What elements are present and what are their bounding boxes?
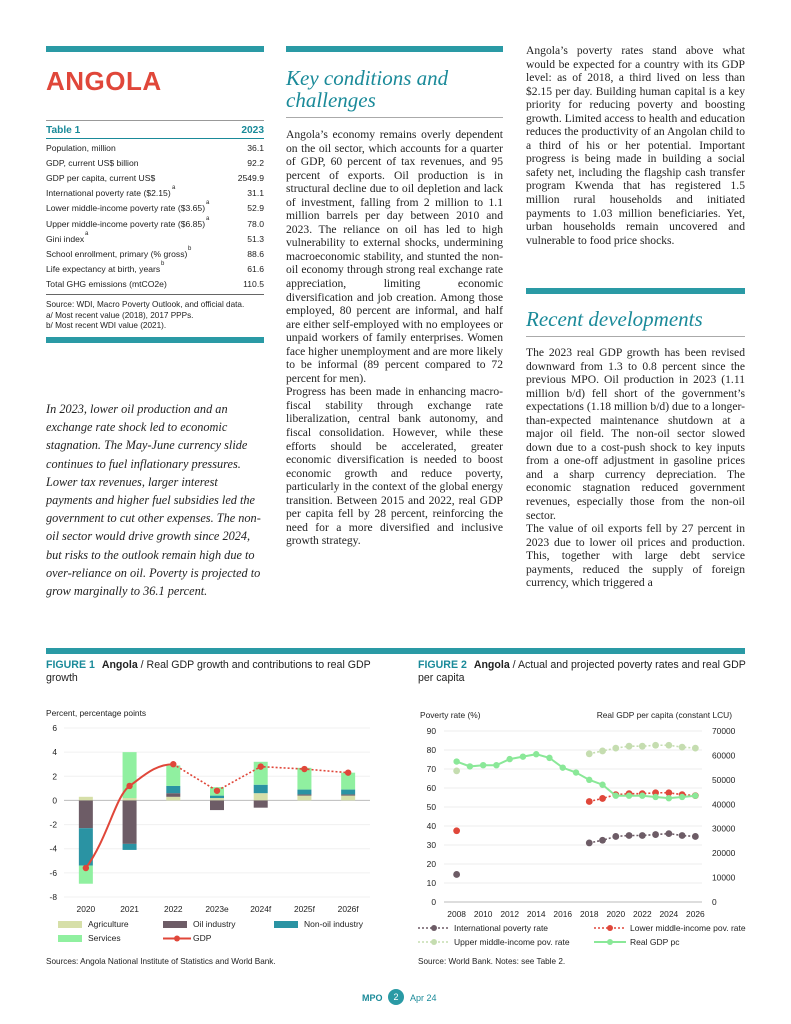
figure2-x-tick-label: 2010 <box>473 909 493 919</box>
figure1-y-tick-label: -4 <box>49 843 57 854</box>
figure2-y-tick-label: 40 <box>426 821 436 831</box>
figure1-x-tick-label: 2020 <box>76 904 96 914</box>
figure2-y2-tick-label: 70000 <box>712 726 736 736</box>
table1-row-value: 36.1 <box>247 143 264 153</box>
figure1-bar-oil-industry <box>79 800 93 828</box>
figure2-x-tick-label: 2024 <box>659 909 679 919</box>
top-rule-left <box>46 46 264 52</box>
section2-title-underline <box>526 336 745 337</box>
figure2-x-tick-label: 2018 <box>579 909 599 919</box>
figure2-legend-label: Real GDP pc <box>630 937 680 947</box>
section2-para1: The 2023 real GDP growth has been revised downward from 1.3 to 0.8 percent since the previous MPO. Oil production in 2023 (1.11 million b/d) fell short of the government’s expectations (1.18 million b/d) due to a longer-than-expected maintenance shutdown at a major oil field. The non-oil sector slowed down due to a cost-push shock to key inputs from a one-off adjustment in gasoline prices and a sharp currency depreciation. The economic stagnation reduced government revenues, especially those from the non-oil sector. <box>526 346 745 522</box>
figure2-caption-text: / Actual and projected poverty rates and real GDP per capita <box>418 659 746 684</box>
footer-page-number: 2 <box>388 989 404 1005</box>
figure1-y-tick-label: 2 <box>52 771 57 782</box>
table1-row-value: 78.0 <box>247 218 264 229</box>
table1-source: Source: WDI, Macro Poverty Outlook, and official data. <box>46 300 245 309</box>
figure1-bar-agriculture <box>210 798 224 800</box>
figure2-point-lower-middle-income-pov-rate <box>453 827 460 834</box>
figure1-legend-swatch <box>58 935 82 942</box>
figures-rule <box>46 648 745 654</box>
figure1-y-axis-label: Percent, percentage points <box>46 708 147 718</box>
table1-row-value: 52.9 <box>247 203 264 214</box>
table1-row-value: 2549.9 <box>237 173 264 184</box>
figure1-bar-oil-industry <box>297 794 311 795</box>
figure1-x-tick-label: 2025f <box>293 904 315 914</box>
figure2-point-upper-middle-income-pov-rate <box>679 744 686 751</box>
table1-row <box>46 185 264 200</box>
figure1-y-tick-label: 4 <box>52 747 57 758</box>
table1-year: 2023 <box>241 125 264 136</box>
table1-row-value: 61.6 <box>247 263 264 274</box>
table1-row-label: Life expectancy at birth, years <box>46 263 161 274</box>
table1-row-value: 31.1 <box>247 188 264 199</box>
figure2-caption <box>418 659 748 685</box>
figure2-y-tick-label: 90 <box>426 726 436 736</box>
figure2-y-tick-label: 80 <box>426 745 436 755</box>
figure1-bar-agriculture <box>254 793 268 800</box>
table1-row-label: GDP, current US$ billion <box>46 158 139 169</box>
table1-note-b: b/ Most recent WDI value (2021). <box>46 321 167 330</box>
table1-row <box>46 143 264 155</box>
figure1-bar-oil-industry <box>341 794 355 795</box>
figure1-gdp-point <box>83 865 89 871</box>
figure2-point-lower-middle-income-pov-rate <box>599 795 606 802</box>
figure2-point-international-poverty-rate <box>692 833 699 840</box>
figure1-legend-label: GDP <box>193 933 212 943</box>
figure2-y2-axis-label: Real GDP per capita (constant LCU) <box>596 710 732 720</box>
figure2-y-axis-label: Poverty rate (%) <box>420 710 481 720</box>
figure1-y-tick-label: 6 <box>52 723 57 733</box>
figure1-y-tick-label: -2 <box>49 819 57 830</box>
top-rule-mid <box>286 46 503 52</box>
divider <box>46 120 264 121</box>
figure1-country: Angola <box>101 659 138 671</box>
figure2-y2-tick-label: 60000 <box>712 750 736 761</box>
figure1-y-tick-label: -8 <box>49 892 57 902</box>
figure2-legend-label: Lower middle-income pov. rate <box>630 923 746 933</box>
section1-title-line2: challenges <box>286 88 376 112</box>
figure2-point-real-gdp-pc <box>533 751 539 757</box>
figure2-point-real-gdp-pc <box>679 794 685 800</box>
table1-bottom-rule <box>46 337 264 343</box>
table1-row-label: Population, million <box>46 143 116 153</box>
table1-row-label: School enrollment, primary (% gross) <box>46 248 188 259</box>
table1-row-value: 51.3 <box>247 233 264 244</box>
figure2-point-upper-middle-income-pov-rate <box>453 768 460 775</box>
section1-title <box>286 67 506 111</box>
figure1-chart <box>30 700 380 970</box>
figure2-y2-tick-label: 10000 <box>712 872 736 883</box>
figure2-y-tick-label: 60 <box>426 783 436 793</box>
country-title: ANGOLA <box>46 66 162 96</box>
figure2-point-upper-middle-income-pov-rate <box>586 750 593 757</box>
figure2-x-tick-label: 2008 <box>447 909 466 919</box>
figure1-legend-label: Oil industry <box>193 919 236 929</box>
table1-row-value: 92.2 <box>247 158 264 169</box>
table1-row-value: 110.5 <box>243 278 264 289</box>
figure1-gdp-point <box>214 788 220 794</box>
figure2-y-tick-label: 20 <box>426 859 436 869</box>
section1-para2: Progress has been made in enhancing macro-fiscal stability through exchange rate liberalization, central bank autonomy, and fiscal consolidation. However, while these efforts should be accelerated, greater economic diversification is needed to boost economic growth and reduce poverty, particularly in the context of the global energy transition. Between 2015 and 2022, real GDP per capita fell by 28 percent, reinforcing the need for a more diversified and inclusive growth strategy. <box>286 385 503 548</box>
table1-row-label: Gini index <box>46 233 85 244</box>
figure2-y2-tick-label: 20000 <box>712 848 736 859</box>
figure2-point-real-gdp-pc <box>599 782 605 788</box>
table1-bottom-line <box>46 294 264 295</box>
section1-title-line1: Key conditions and <box>286 66 449 90</box>
figure2-point-real-gdp-pc <box>613 793 619 799</box>
figure2-y2-tick-label: 0 <box>712 897 717 907</box>
figure2-x-tick-label: 2016 <box>553 909 573 919</box>
figure1-bar-non-oil-industry <box>341 790 355 795</box>
table1-row <box>46 230 264 246</box>
table1-note-a: a/ Most recent value (2018), 2017 PPPs. <box>46 310 194 320</box>
figure2-x-tick-label: 2020 <box>606 909 626 919</box>
section1-title-underline <box>286 117 503 118</box>
figure1-legend-swatch <box>58 921 82 928</box>
figure2-legend-marker <box>431 925 437 931</box>
figure1-x-tick-label: 2022 <box>163 904 183 914</box>
table1-row-footnote-mark: a <box>206 215 210 222</box>
figure2-label: FIGURE 2 <box>418 659 467 671</box>
figure2-point-upper-middle-income-pov-rate <box>599 748 606 755</box>
figure1-bar-non-oil-industry <box>297 790 311 795</box>
table1-row-label: Lower middle-income poverty rate ($3.65) <box>46 203 206 214</box>
footer-date: Apr 24 <box>410 993 437 1003</box>
figure2-point-real-gdp-pc <box>573 769 579 775</box>
figure2-point-international-poverty-rate <box>679 832 686 839</box>
figure2-legend-label: Upper middle-income pov. rate <box>454 937 570 947</box>
figure2-y-tick-label: 0 <box>431 897 436 907</box>
figure1-legend-label: Services <box>88 933 121 943</box>
figure1-source: Sources: Angola National Institute of Statistics and World Bank. <box>46 957 276 966</box>
table1-row <box>46 215 264 231</box>
figure2-point-upper-middle-income-pov-rate <box>652 742 659 749</box>
table1-row-label: International poverty rate ($2.15) <box>46 188 171 199</box>
figure2-y-tick-label: 70 <box>426 764 436 774</box>
figure1-bar-agriculture <box>166 797 180 801</box>
figure1-bar-agriculture <box>123 798 137 800</box>
section2-body <box>526 346 745 590</box>
section1-body <box>286 128 503 548</box>
figure2-point-real-gdp-pc <box>546 755 552 761</box>
figure1-gdp-point <box>126 783 132 789</box>
figure2-point-upper-middle-income-pov-rate <box>665 742 672 749</box>
table1-row-footnote-mark: b <box>188 245 192 252</box>
figure2-x-tick-label: 2012 <box>500 909 520 919</box>
figure2-legend-marker <box>431 939 437 945</box>
figure2-point-international-poverty-rate <box>626 832 633 839</box>
figure1-legend-label: Non-oil industry <box>304 919 364 929</box>
figure2-x-tick-label: 2022 <box>632 909 652 919</box>
figure1-x-tick-label: 2026f <box>337 904 359 914</box>
table1-row-footnote-mark: a <box>85 230 89 237</box>
figure2-point-real-gdp-pc <box>480 762 486 768</box>
figure1-bar-oil-industry <box>254 800 268 807</box>
table1-header-line <box>46 138 264 139</box>
figure2-chart <box>402 700 762 970</box>
figure1-x-tick-label: 2023e <box>205 904 229 914</box>
figure1-legend-marker <box>174 936 180 942</box>
figure1-gdp-point <box>170 761 176 767</box>
figure1-y-tick-label: 0 <box>52 795 57 806</box>
figure1-legend-swatch <box>163 921 187 928</box>
figure2-country: Angola <box>473 659 510 671</box>
figure2-source: Source: World Bank. Notes: see Table 2. <box>418 957 566 966</box>
figure2-y-tick-label: 30 <box>426 840 436 850</box>
figure2-point-international-poverty-rate <box>665 830 672 837</box>
figure2-point-international-poverty-rate <box>453 871 460 878</box>
figure2-point-upper-middle-income-pov-rate <box>626 743 633 750</box>
figure2-point-real-gdp-pc <box>639 793 645 799</box>
figure1-bar-agriculture <box>79 797 93 801</box>
figure1-label: FIGURE 1 <box>46 659 95 671</box>
section2-para2: The value of oil exports fell by 27 percent in 2023 due to lower oil prices and production. This, together with large debt service payments, reduced the supply of foreign currency, which triggered a <box>526 522 745 590</box>
table1-row-footnote-mark: b <box>161 260 165 267</box>
figure2-point-real-gdp-pc <box>666 795 672 801</box>
figure2-point-international-poverty-rate <box>586 840 593 847</box>
figure1-bar-services <box>166 765 180 786</box>
figure1-y-tick-label: -6 <box>49 867 57 878</box>
figure2-point-international-poverty-rate <box>612 833 619 840</box>
figure2-point-real-gdp-pc <box>626 793 632 799</box>
figure2-x-tick-label: 2014 <box>526 909 546 919</box>
figure2-point-international-poverty-rate <box>599 837 606 844</box>
figure1-bar-oil-industry <box>123 800 137 843</box>
figure2-y-tick-label: 10 <box>426 878 436 888</box>
figure1-bar-oil-industry <box>166 793 180 797</box>
table1-row <box>46 245 264 261</box>
figure2-y2-tick-label: 40000 <box>712 799 736 810</box>
figure1-bar-non-oil-industry <box>210 796 224 798</box>
table1-label: Table 1 <box>46 125 81 136</box>
table1-row-label: Upper middle-income poverty rate ($6.85) <box>46 218 206 229</box>
figure1-bar-agriculture <box>341 796 355 801</box>
table1-row-footnote-mark: a <box>172 185 176 192</box>
section2-title: Recent developments <box>526 307 703 331</box>
table1-row-value: 88.6 <box>247 248 264 259</box>
figure1-bar-non-oil-industry <box>254 785 268 793</box>
table1-row <box>46 279 264 291</box>
figure1-bar-oil-industry <box>210 800 224 810</box>
table1-row <box>46 173 264 185</box>
figure1-bar-agriculture <box>297 796 311 801</box>
figure2-point-upper-middle-income-pov-rate <box>692 745 699 752</box>
figure2-point-real-gdp-pc <box>586 777 592 783</box>
table1-row <box>46 260 264 276</box>
figure1-bar-non-oil-industry <box>166 786 180 793</box>
figure2-x-tick-label: 2026 <box>686 909 705 919</box>
table1-row-label: GDP per capita, current US$ <box>46 173 156 184</box>
footer-brand: MPO <box>362 993 383 1003</box>
figure1-x-tick-label: 2024f <box>250 904 272 914</box>
figure2-legend-marker <box>607 925 613 931</box>
figure2-line-real-gdp-pc <box>457 754 696 798</box>
table1-row-label: Total GHG emissions (mtCO2e) <box>46 278 167 289</box>
figure1-bar-non-oil-industry <box>123 844 137 850</box>
figure1-legend-label: Agriculture <box>88 919 129 929</box>
section1-para1: Angola’s economy remains overly dependent on the oil sector, which accounts for a quarter of GDP, 60 percent of tax revenues, and 95 percent of exports. Oil production is in structural decline due to oil depletion and lack of investment, falling from 2 million to 1.1 million barrels per day between 2010 and 2023. The reliance on oil has led to high vulnerability to external shocks, undermining macroeconomic stability, and stunted the non-oil economy through strong real exchange rate appreciation, limiting economic diversification and job creation. Among those employed, 80 percent are informal, and half are either self-employed with no employees or unpaid workers of family enterprises. Women face higher unemployment and are more likely to be informal (89 percent compared to 72 percent for men). <box>286 128 503 385</box>
figure1-caption <box>46 659 376 685</box>
table1-row-footnote-mark: a <box>206 200 210 207</box>
figure1-gdp-point <box>301 766 307 772</box>
figure2-point-real-gdp-pc <box>560 764 566 770</box>
figure2-point-real-gdp-pc <box>506 756 512 762</box>
table1-row <box>46 200 264 215</box>
figure2-point-lower-middle-income-pov-rate <box>586 798 593 805</box>
figure2-point-international-poverty-rate <box>639 832 646 839</box>
figure2-y-tick-label: 50 <box>426 802 436 812</box>
table1-row <box>46 158 264 170</box>
figure1-x-tick-label: 2021 <box>120 904 139 914</box>
figure1-legend-swatch <box>274 921 298 928</box>
figure2-legend-marker <box>607 939 613 945</box>
figure2-point-real-gdp-pc <box>493 762 499 768</box>
figure2-point-real-gdp-pc <box>467 763 473 769</box>
figure1-gdp-point <box>345 769 351 775</box>
figure1-caption-text: / Real GDP growth and contributions to real GDP growth <box>46 659 371 684</box>
figure2-point-upper-middle-income-pov-rate <box>639 743 646 750</box>
figure2-point-real-gdp-pc <box>520 753 526 759</box>
figure2-point-international-poverty-rate <box>652 831 659 838</box>
figure2-point-upper-middle-income-pov-rate <box>612 745 619 752</box>
summary-text: In 2023, lower oil production and an exchange rate shock led to economic stagnation. The May-June currency slide continues to fuel inflationary pressures. Lower tax revenues, larger interest payments and higher fuel subsidies led the government to cut other expenses. The non-oil sector would drive growth since 2024, but risks to the outlook remain high due to over-reliance on oil. Poverty is projected to grow marginally to 36.1 percent. <box>46 402 261 599</box>
figure2-point-real-gdp-pc <box>453 758 459 764</box>
figure2-point-real-gdp-pc <box>652 794 658 800</box>
figure2-point-real-gdp-pc <box>692 793 698 799</box>
section1-para3: Angola’s poverty rates stand above what would be expected for a country with its GDP level: as of 2018, a third lived on less than $2.15 per day. Building human capital is a key priority for reducing poverty and boosting growth. Limited access to health and education reduces the productivity of an Angolan child to a third of his or her potential. Important progress is being made in building a social safety net, including the flagship cash transfer program Kwenda that has registered 1.5 million rural households and initiated payments to 1.03 million beneficiaries. Yet, urban households remain uncovered and vulnerable to food price shocks. <box>526 44 745 247</box>
figure2-y2-tick-label: 50000 <box>712 774 736 785</box>
section2-rule <box>526 288 745 294</box>
table1-notes <box>46 300 244 332</box>
figure2-y2-tick-label: 30000 <box>712 823 736 834</box>
figure2-legend-label: International poverty rate <box>454 923 549 933</box>
figure1-gdp-point <box>258 763 264 769</box>
